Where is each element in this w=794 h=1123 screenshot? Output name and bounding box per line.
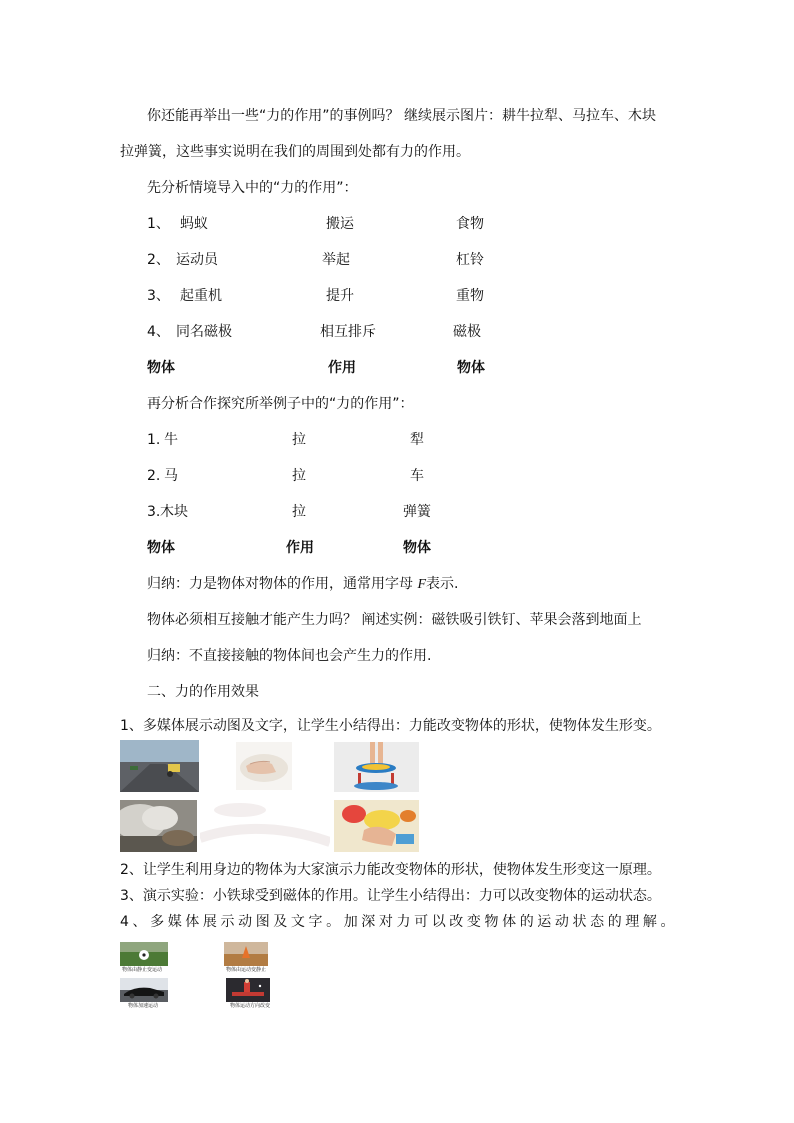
summary-non-contact: 归纳：不直接接触的物体间也会产生力的作用. <box>147 648 432 664</box>
analysis2-row-2-num: 2. <box>147 468 161 484</box>
caption-accelerating: 物体加速运动 <box>128 1003 159 1009</box>
analysis1-row-4-verb: 相互排斥 <box>320 324 376 340</box>
summary-text-pre: 归纳：力是物体对物体的作用，通常用字母 <box>147 576 418 592</box>
analysis1-footer-subject: 物体 <box>147 360 175 376</box>
intro-line-1: 你还能再举出一些“力的作用”的事例吗？ 继续展示图片：耕牛拉犁、马拉车、木块 <box>147 108 656 124</box>
dust-cloud-image <box>120 800 197 852</box>
item-1: 1、多媒体展示动图及文字，让学生小结得出：力能改变物体的形状，使物体发生形变。 <box>120 718 661 734</box>
section-title: 二、力的作用效果 <box>147 684 259 700</box>
analysis2-row-1-subject: 牛 <box>164 432 178 448</box>
summary-text-post: 表示. <box>426 576 459 592</box>
analysis2-row-1-verb: 拉 <box>292 432 306 448</box>
force-letter: F <box>417 577 427 592</box>
racing-car-image <box>120 978 168 1002</box>
analysis2-row-3-object: 弹簧 <box>403 504 431 520</box>
analysis2-heading: 再分析合作探究所举例子中的“力的作用”： <box>147 396 414 412</box>
analysis1-row-4-object: 磁极 <box>453 324 481 340</box>
analysis1-row-2-verb: 举起 <box>322 252 350 268</box>
playdough-image <box>334 800 419 852</box>
analysis1-heading: 先分析情境导入中的“力的作用”： <box>147 180 358 196</box>
ping-pong-image <box>226 978 270 1002</box>
analysis2-row-1-object: 犁 <box>410 432 424 448</box>
analysis1-row-1-verb: 搬运 <box>326 216 354 232</box>
analysis1-row-1-object: 食物 <box>456 216 484 232</box>
road-roller-image <box>120 740 199 792</box>
analysis1-footer-object: 物体 <box>457 360 485 376</box>
item-2: 2、让学生利用身边的物体为大家演示力能改变物体的形状，使物体发生形变这一原理。 <box>120 862 661 878</box>
faded-background-image <box>200 798 330 854</box>
analysis1-row-1-subject: 蚂蚁 <box>180 216 208 232</box>
analysis1-row-4-num: 4、 <box>147 324 170 340</box>
analysis2-row-3-num: 3. <box>147 504 161 520</box>
caption-static-to-moving: 物体由静止变运动 <box>122 967 163 973</box>
analysis1-row-1-num: 1、 <box>147 216 170 232</box>
analysis2-row-2-verb: 拉 <box>292 468 306 484</box>
analysis2-footer-subject: 物体 <box>147 540 175 556</box>
analysis2-row-2-subject: 马 <box>164 468 178 484</box>
stopping-ball-image <box>224 942 268 966</box>
analysis1-footer-verb: 作用 <box>328 360 356 376</box>
analysis1-row-4-subject: 同名磁极 <box>176 324 232 340</box>
analysis1-row-3-object: 重物 <box>456 288 484 304</box>
analysis2-row-1-num: 1. <box>147 432 161 448</box>
analysis1-row-3-num: 3、 <box>147 288 170 304</box>
contact-question: 物体必须相互接触才能产生力吗？ 阐述实例：磁铁吸引铁钉、苹果会落到地面上 <box>147 612 642 628</box>
item-4: 4、多媒体展示动图及文字。加深对力可以改变物体的运动状态的理解。 <box>120 914 679 930</box>
analysis1-row-3-subject: 起重机 <box>180 288 222 304</box>
analysis1-row-2-object: 杠铃 <box>456 252 484 268</box>
intro-line-2: 拉弹簧，这些事实说明在我们的周围到处都有力的作用。 <box>120 144 470 160</box>
summary-force-definition <box>147 574 458 595</box>
analysis2-row-3-verb: 拉 <box>292 504 306 520</box>
analysis1-row-2-subject: 运动员 <box>176 252 218 268</box>
trampoline-image <box>334 742 419 792</box>
item-3: 3、演示实验：小铁球受到磁体的作用。让学生小结得出：力可以改变物体的运动状态。 <box>120 888 661 904</box>
analysis2-footer-verb: 作用 <box>286 540 314 556</box>
caption-direction-change: 物体运动方向改变 <box>230 1003 271 1009</box>
pressing-cushion-image <box>236 742 292 790</box>
analysis1-row-2-num: 2、 <box>147 252 170 268</box>
soccer-ball-image <box>120 942 168 966</box>
analysis2-row-3-subject: 木块 <box>160 504 188 520</box>
analysis2-footer-object: 物体 <box>403 540 431 556</box>
analysis2-row-2-object: 车 <box>410 468 424 484</box>
analysis1-row-3-verb: 提升 <box>326 288 354 304</box>
caption-moving-to-static: 物体由运动变静止 <box>226 967 267 973</box>
